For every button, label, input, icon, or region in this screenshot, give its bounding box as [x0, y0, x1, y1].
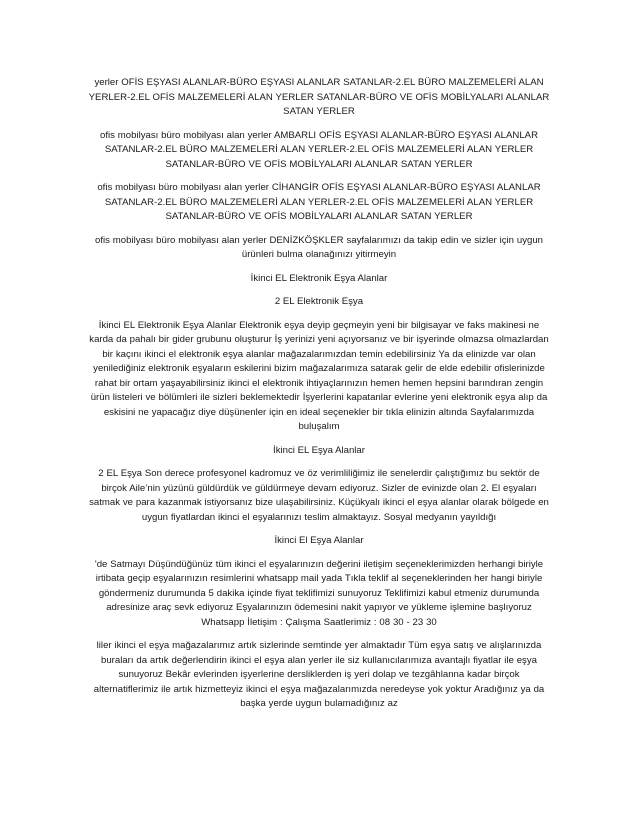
- paragraph-satmayi-dusundugunuz: 'de Satmayı Düşündüğünüz tüm ikinci el eşyalarınızın değerini iletişim seçeneklerimizden herhangi biriyle irtibata geçip eşyalarınızın resimlerini whatsapp mail yada Tıkla teklif al seçeneklerinden her hangi biriyle göndermeniz durumunda 5 dakika içinde fiyat teklifimizi sunuyoruz Teklifimizi kabul etmeniz durumunda adresinize araç sevk ediyoruz Eşyalarınızın ödemesini nakit yapıyor ve yükleme işlemine başlıyoruz Whatsapp İletişim : Çalışma Saatlerimiz : 08 30 - 23 30: [94, 558, 544, 628]
- heading-2-el-elektronik: 2 EL Elektronik Eşya: [274, 296, 364, 307]
- paragraph-intro-yerler: yerler OFİS EŞYASI ALANLAR-BÜRO EŞYASI ALANLAR SATANLAR-2.EL BÜRO MALZEMELERİ ALAN YERLER-2.EL OFİS MALZEMELERİ ALAN YERLER SATANLAR-BÜRO VE OFİS MOBİLYALARI ALANLAR SATAN YERLER: [88, 77, 550, 117]
- heading-ikinci-el-elektronik: İkinci EL Elektronik Eşya Alanlar: [250, 272, 388, 284]
- paragraph-denizkoskler: ofis mobilyası büro mobilyası alan yerler DENİZKÖŞKLER sayfalarımızı da takip edin ve sizler için uygun ürünleri bulma olanağınızı yitirmeyin: [94, 234, 544, 260]
- paragraph-elektronik-esya: İkinci EL Elektronik Eşya Alanlar Elektronik eşya deyip geçmeyin yeni bir bilgisayar ve faks makinesi ne karda da pahalı bir gider grubunu oluşturur İş yerinizi yeni açıyorsanız ve bir işyerinde olmazsa olmazlardan bir kaçını ikinci el elektronik eşya alanlar mağazalarımızdan temin edebilirsiniz Ya da elinizde var olan yenilediğiniz elektronik eşyaların eskilerini bizim mağazalarımıza satarak gelir de elde edebilir ofislerinizde rahat bir ortam yaşayabilirsiniz ikinci el elektronik ihtiyaçlarınızın hemen hemen hepsini barındıran zengin ürün listeleri ve bölümleri ile sizleri beklemektedir İşyerlerini kapatanlar evlerine yeni elektronik eşya alıp da eskisini ne yapacağız diye düşünenler için en ideal seçenekler bir tıkla elinizin altında Sayfalarımızda buluşalım: [89, 319, 549, 432]
- paragraph-ambarli: ofis mobilyası büro mobilyası alan yerler AMBARLI OFİS EŞYASI ALANLAR-BÜRO EŞYASI ALANLAR SATANLAR-2.EL BÜRO MALZEMELERİ ALAN YERLER-2.EL OFİS MALZEMELERİ ALAN YERLER SATANLAR-BÜRO VE OFİS MOBİLYALARI ALANLAR SATAN YERLER: [100, 129, 538, 170]
- heading-ikinci-el-esya-2: İkinci El Eşya Alanlar: [274, 535, 364, 546]
- paragraph-magazalarimiz: liler ikinci el eşya mağazalarımız artık sizlerinde semtinde yer almaktadır Tüm eşya satış ve alışlarınızda buraları da artık değerlendirin ikinci el eşya alan yerler ile siz kullanıcılarımıza avantajlı fiyatlar ile eşya sunuyoruz Bekâr evlerinden işyerlerine dersliklerden iş yeri dolap ve tezgâhlanna kadar birçok alternatiflerimiz ile artık hizmetteyiz ikinci el eşya mağazalarımızda neredeyse yok yoktur Aradığınız ya da başka yerde uygun bulamadığınız az: [93, 640, 545, 709]
- paragraph-2-el-esya: 2 EL Eşya Son derece profesyonel kadromuz ve öz verimliliğimiz ile senelerdir çalıştığımız bu sektör de birçok Aile’nin yüzünü güldürdük ve güldürmeye devam ediyoruz. Sizler de evinizde olan 2. El eşyaları satmak ve para kazanmak istiyorsanız bize ulaşabilirsiniz. Küçükyalı ikinci el eşya alanlar olarak bölgede en uygun fiyatlardan ikinci el eşyalarınızı teslim almaktayız. Sosyal medyanın yayıldığı: [89, 468, 549, 523]
- heading-ikinci-el-esya-1: İkinci EL Eşya Alanlar: [273, 444, 365, 456]
- paragraph-cihangir: ofis mobilyası büro mobilyası alan yerler CİHANGİR OFİS EŞYASI ALANLAR-BÜRO EŞYASI ALANLAR SATANLAR-2.EL BÜRO MALZEMELERİ ALAN YERLER-2.EL OFİS MALZEMELERİ ALAN YERLER SATANLAR-BÜRO VE OFİS MOBİLYALARI ALANLAR SATAN YERLER: [97, 182, 541, 222]
